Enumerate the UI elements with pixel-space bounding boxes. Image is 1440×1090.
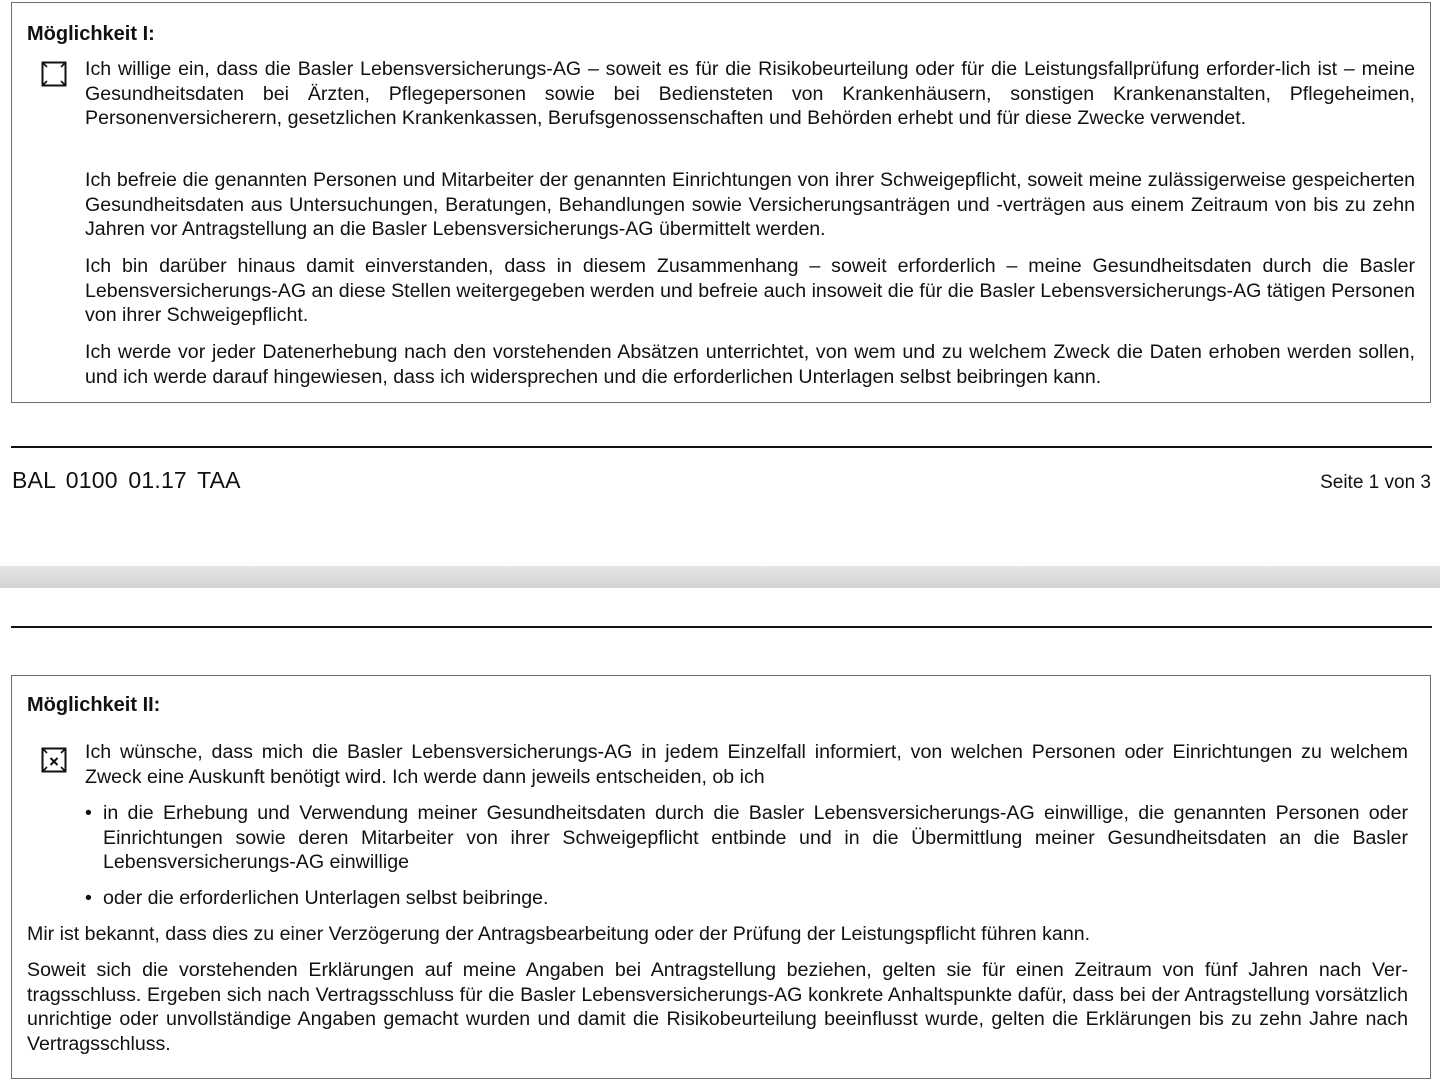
option-2-closing: Soweit sich die vorstehenden Erklärungen auf meine Angaben bei Antragstellung beziehen, gelten sie für einen Zeitraum von fünf Jahren nach Ver-tragsschluss. Ergeben sich nach Vertragsschluss für die Basler Lebensversicherungs-AG konkrete Anhaltspunkte dafür, dass bei der Antragstellung vorsätzlich unrichtige oder unvollständige Angaben gemacht wurden und damit die Risikobeurteilung beeinflusst wurde, gelten die Erklärungen bis zu zehn Jahre nach Vertragsschluss. <box>27 959 1408 1055</box>
option-1-paragraph: Ich willige ein, dass die Basler Lebensversicherungs-AG – soweit es für die Risikobeurteilung oder für die Leistungsfallprüfung erforder-lich ist – meine Gesundheitsdaten bei Ärzten, Pflegepersonen sowie bei Bediensteten von Krankenhäusern, sonstigen Krankenanstalten, Pflegeheimen, Personenversicherern, gesetzlichen Krankenkassen, Berufsgenossenschaften und Behörden erhebt und für diese Zwecke verwendet. <box>85 58 1415 130</box>
option-2-notice: Mir ist bekannt, dass dies zu einer Verzögerung der Antragsbearbeitung oder der Prüfung der Leistungspflicht führen kann. <box>27 923 1091 945</box>
footer-rule <box>11 446 1432 448</box>
option-1-box <box>11 2 1431 403</box>
option-1-paragraph: Ich bin darüber hinaus damit einverstanden, dass in diesem Zusammenhang – soweit erforderlich – meine Gesundheitsdaten durch die Basler Lebensversicherungs-AG an diese Stellen weitergegeben werden und befreie auch insoweit die für die Basler Lebensversicherungs-AG tätigen Personen von ihrer Schweigepflicht. <box>85 255 1415 327</box>
page-number: Seite 1 von 3 <box>1320 472 1431 493</box>
bullet-icon: • <box>85 887 92 909</box>
option-1-paragraph: Ich befreie die genannten Personen und Mitarbeiter der genannten Einrichtungen von ihrer Schweigepflicht, soweit meine zulässigerweise gespeicherten Gesundheitsdaten aus Untersuchungen, Beratungen, Behandlungen sowie Versicherungsanträgen und -verträgen aus einem Zeitraum von bis zu zehn Jahren vor Antragstellung an die Basler Lebensversicherungs-AG übermittelt werden. <box>85 169 1415 241</box>
form-code: BAL 0100 01.17 TAA <box>12 467 241 493</box>
page-separator <box>0 566 1440 588</box>
bullet-item: oder die erforderlichen Unterlagen selbst beibringe. <box>103 887 549 909</box>
option-1-checkbox[interactable] <box>41 61 67 87</box>
bullet-item: in die Erhebung und Verwendung meiner Gesundheitsdaten durch die Basler Lebensversicherungs-AG einwillige, die genannten Personen oder Einrichtungen sowie deren Mitarbeiter von ihrer Schweigepflicht entbinde und in die Übermittlung meiner Gesundheitsdaten an die Basler Lebensversicherungs-AG einwillige <box>103 802 1408 874</box>
bullet-icon: • <box>85 802 92 824</box>
header-rule <box>11 626 1432 628</box>
option-1-paragraph: Ich werde vor jeder Datenerhebung nach den vorstehenden Absätzen unterrichtet, von wem und zu welchem Zweck die Daten erhoben werden sollen, und ich werde darauf hingewiesen, dass ich widersprechen und die erforderlichen Unterlagen selbst beibringen kann. <box>85 341 1415 388</box>
option-2-title: Möglichkeit II: <box>27 694 161 716</box>
option-2-checkbox[interactable] <box>41 747 67 773</box>
option-1-title: Möglichkeit I: <box>27 23 155 45</box>
option-2-intro: Ich wünsche, dass mich die Basler Lebensversicherungs-AG in jedem Einzelfall informiert, von welchen Personen oder Einrichtungen zu welchem Zweck eine Auskunft benötigt wird. Ich werde dann jeweils entscheiden, ob ich <box>85 741 1408 788</box>
option-2-box <box>11 675 1431 1079</box>
